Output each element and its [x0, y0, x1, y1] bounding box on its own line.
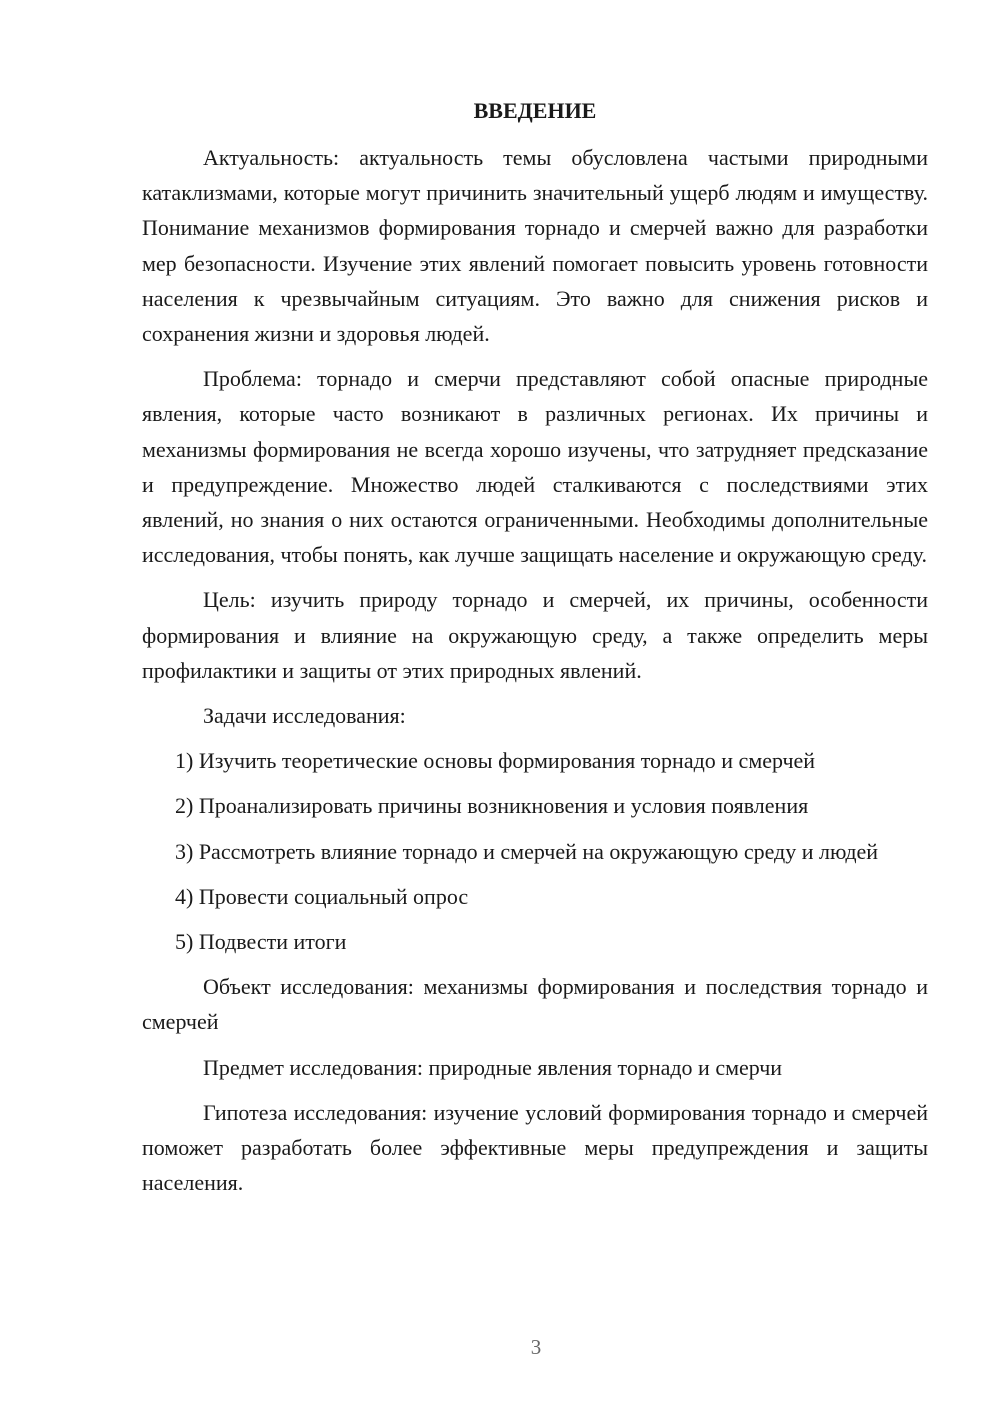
paragraph-goal: Цель: изучить природу торнадо и смерчей, их причины, особенности формирования и влияние на окружающую среду, а также определить меры профилактики и защиты от этих природных явлений.: [142, 587, 928, 683]
paragraph-problem: Проблема: торнадо и смерчи представляют собой опасные природные явления, которые часто возникают в различных регионах. Их причины и механизмы формирования не всегда хорошо изучены, что затрудняет предсказание и предупреждение. Множество людей сталкиваются с последствиями этих явлений, но знания о них остаются ограниченными. Необходимы дополнительные исследования, чтобы понять, как лучше защищать население и окружающую среду.: [142, 366, 928, 568]
paragraph-subject: Предмет исследования: природные явления торнадо и смерчи: [203, 1054, 783, 1080]
paragraph-relevance: Актуальность: актуальность темы обусловлена частыми природными катаклизмами, которые могут причинить значительный ущерб людям и имуществу. Понимание механизмов формирования торнадо и смерчей важно для разработки мер безопасности. Изучение этих явлений помогает повысить уровень готовности населения к чрезвычайным ситуациям. Это важно для снижения рисков и сохранения жизни и здоровья людей.: [142, 145, 928, 347]
list-item: 1) Изучить теоретические основы формирования торнадо и смерчей: [175, 748, 816, 774]
tasks-list: [142, 743, 928, 959]
list-item: 5) Подвести итоги: [175, 929, 347, 955]
page-title: ВВЕДЕНИЕ: [473, 98, 597, 123]
list-item: 2) Проанализировать причины возникновения и условия появления: [175, 793, 809, 819]
paragraph-hypothesis: Гипотеза исследования: изучение условий формирования торнадо и смерчей поможет разработать более эффективные меры предупреждения и защиты населения.: [142, 1099, 928, 1196]
list-item: 4) Провести социальный опрос: [175, 883, 469, 909]
paragraph-object: Объект исследования: механизмы формирования и последствия торнадо и смерчей: [142, 974, 928, 1035]
list-item: 3) Рассмотреть влияние торнадо и смерчей на окружающую среду и людей: [175, 838, 879, 864]
paragraph-tasks-heading: Задачи исследования:: [203, 703, 406, 729]
page-number: 3: [530, 1335, 542, 1359]
page-body: [142, 96, 928, 1210]
